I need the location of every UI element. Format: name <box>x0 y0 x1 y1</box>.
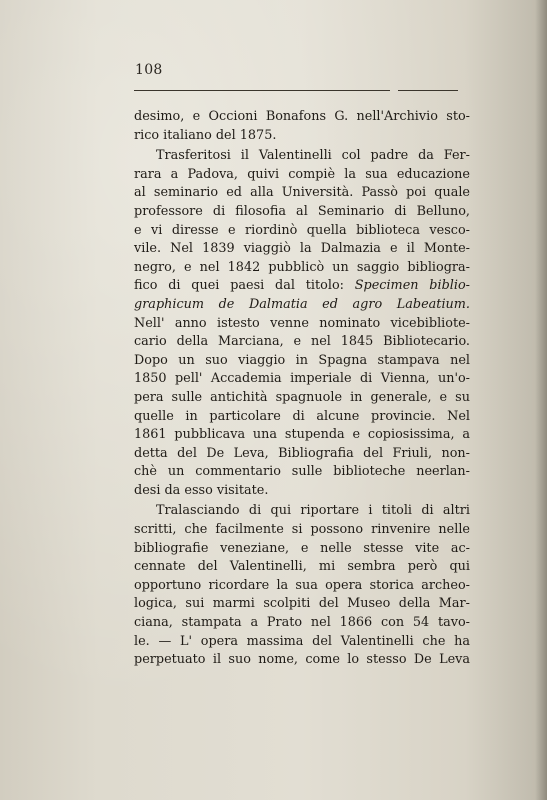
paragraph-2 <box>134 147 470 500</box>
text-line: professore di filosofia al Seminario di Belluno, <box>134 203 470 219</box>
text-line: Tralasciando di qui riportare i titoli di altri <box>156 503 470 519</box>
paragraph-3 <box>134 502 470 669</box>
text-line: graphicum de Dalmatia ed agro Labeatium. <box>134 296 470 312</box>
text-line: desi da esso visitate. <box>134 482 269 498</box>
paragraph-1 <box>134 108 470 145</box>
text-line: chè un commentario sulle biblioteche neerlan- <box>134 464 470 480</box>
text-line: vile. Nel 1839 viaggiò la Dalmazia e il Monte- <box>134 241 470 257</box>
text-line: desimo, e Occioni Bonafons G. nell'Archivio sto- <box>134 109 470 124</box>
text-line: perpetuato il suo nome, come lo stesso De Leva <box>134 652 470 668</box>
text-line: detta del De Leva, Bibliografia del Friuli, non- <box>134 445 470 461</box>
body-text <box>134 108 470 670</box>
text-line: bibliografie veneziane, e nelle stesse vite ac- <box>134 540 470 556</box>
header-rule <box>134 90 390 91</box>
header-rule-short <box>398 90 458 91</box>
text-line: rara a Padova, quivi compiè la sua educazione <box>134 166 470 182</box>
text-line: ciana, stampata a Prato nel 1866 con 54 tavo- <box>134 615 470 631</box>
text-line: logica, sui marmi scolpiti del Museo della Mar- <box>134 596 470 612</box>
text-line: 1861 pubblicava una stupenda e copiosissima, a <box>134 427 470 443</box>
page-number: 108 <box>135 62 163 78</box>
text-line: cario della Marciana, e nel 1845 Bibliotecario. <box>134 334 470 350</box>
text-line: negro, e nel 1842 pubblicò un saggio bibliogra- <box>134 259 470 275</box>
text-line: cennate del Valentinelli, mi sembra però qui <box>134 559 470 575</box>
text-line: 1850 pell' Accademia imperiale di Vienna, un'o- <box>134 371 470 387</box>
text-line: Dopo un suo viaggio in Spagna stampava nel <box>134 352 470 368</box>
text-line: opportuno ricordare la sua opera storica archeo- <box>134 577 470 593</box>
text-line: al seminario ed alla Università. Passò poi quale <box>134 185 470 201</box>
text-line: Trasferitosi il Valentinelli col padre da Fer- <box>156 148 470 164</box>
text-line: fico di quei paesi dal titolo: Specimen biblio- <box>134 278 470 294</box>
text-line: scritti, che facilmente si possono rinvenire nelle <box>134 522 470 538</box>
text-line: pera sulle antichità spagnuole in generale, e su <box>134 389 470 405</box>
text-line: rico italiano del 1875. <box>134 127 277 143</box>
text-line: e vi diresse e riordinò quella biblioteca vesco- <box>134 222 470 238</box>
text-line: Nell' anno istesto venne nominato vicebibliote- <box>134 315 470 331</box>
text-line: le. — L' opera massima del Valentinelli che ha <box>134 633 470 649</box>
text-line: quelle in particolare di alcune provincie. Nel <box>134 408 470 424</box>
